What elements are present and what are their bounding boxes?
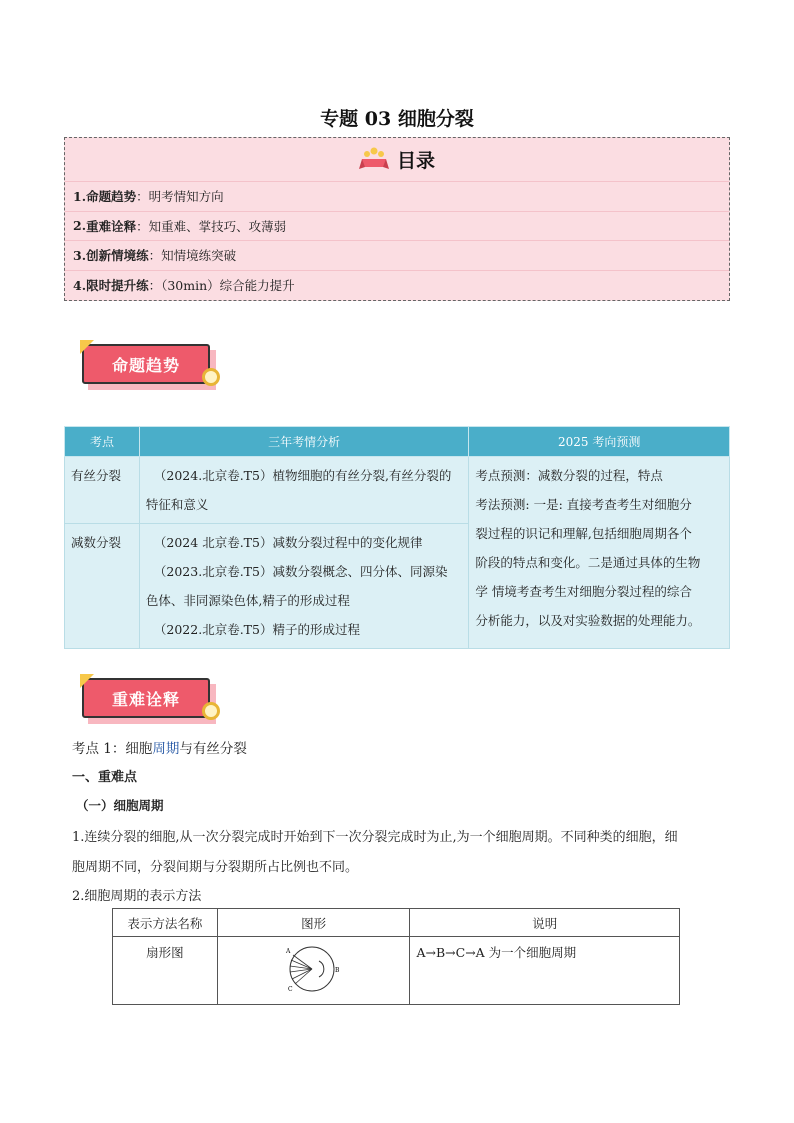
paragraph-line: 2.细胞周期的表示方法 <box>72 889 202 904</box>
analysis-cell <box>139 457 469 524</box>
toc-heading: 目录 <box>396 150 435 172</box>
table-row <box>113 937 680 1005</box>
forecast-line: 阶段的特点和变化。二是通过具体的生物 <box>475 555 701 570</box>
forecast-cell <box>469 457 730 649</box>
pie-cycle-diagram-icon <box>279 941 349 997</box>
toc-desc: ：知情境练突破 <box>148 248 237 264</box>
toc-title: 限时提升练 <box>86 278 149 294</box>
toc-box <box>64 137 730 301</box>
figure-cell <box>217 937 410 1005</box>
toc-num: 4. <box>73 277 87 293</box>
forecast-line: 学 情境考查考生对细胞分裂过程的综合 <box>475 584 692 599</box>
analysis-line: （2022.北京卷.T5）精子的形成过程 <box>153 622 360 637</box>
forecast-line: 裂过程的识记和理解,包括细胞周期各个 <box>475 526 692 541</box>
corner-decoration-icon <box>80 340 94 354</box>
forecast-line: 考点预测：减数分裂的过程，特点 <box>475 468 663 483</box>
toc-item[interactable] <box>65 241 729 271</box>
method-desc: A→B→C→A 为一个细胞周期 <box>410 937 680 1005</box>
toc-num: 3. <box>73 247 87 263</box>
forecast-line: 考法预测: 一是: 直接考查考生对细胞分 <box>475 497 692 512</box>
toc-item[interactable] <box>65 182 729 212</box>
paragraph-line: 胞周期不同，分裂间期与分裂期所占比例也不同。 <box>72 860 359 875</box>
page-title: 专题 03 细胞分裂 <box>320 108 474 130</box>
analysis-line: （2023.北京卷.T5）减数分裂概念、四分体、同源染 <box>153 564 448 579</box>
toc-header <box>65 138 729 182</box>
col-header: 三年考情分析 <box>139 427 469 457</box>
col-header: 2025 考向预测 <box>469 427 730 457</box>
toc-num: 2. <box>73 218 87 234</box>
point-cell: 减数分裂 <box>65 524 140 649</box>
diagram-label-b: B <box>334 967 340 974</box>
analysis-line: 色体、非同源染色体,精子的形成过程 <box>145 593 350 608</box>
badge-label: 命题趋势 <box>82 344 210 384</box>
forecast-line: 分析能力，以及对实验数据的处理能力。 <box>475 613 701 628</box>
method-table <box>112 908 680 1005</box>
paragraph-line: 1.连续分裂的细胞,从一次分裂完成时开始到下一次分裂完成时为止,为一个细胞周期。不同种类的细胞，细 <box>72 830 678 845</box>
diagram-label-c: C <box>287 986 293 993</box>
toc-title: 创新情境练 <box>86 248 149 264</box>
analysis-line: （2024.北京卷.T5）植物细胞的有丝分裂,有丝分裂的 <box>153 468 452 483</box>
analysis-line: （2024 北京卷.T5）减数分裂过程中的变化规律 <box>153 535 423 550</box>
section-badge-key <box>78 674 228 732</box>
col-header: 表示方法名称 <box>113 909 218 937</box>
ring-decoration-icon <box>202 368 220 386</box>
toc-item[interactable] <box>65 271 729 301</box>
corner-decoration-icon <box>80 674 94 688</box>
toc-item[interactable] <box>65 212 729 242</box>
point-heading-suffix: 与有丝分裂 <box>179 741 247 757</box>
col-header: 说明 <box>410 909 680 937</box>
col-header: 考点 <box>65 427 140 457</box>
diagram-label-a: A <box>285 948 290 955</box>
analysis-cell <box>139 524 469 649</box>
crown-icon <box>359 147 389 173</box>
toc-desc: ：知重难、掌技巧、攻薄弱 <box>136 218 287 234</box>
toc-title: 命题趋势 <box>86 189 137 205</box>
toc-desc: ：（30min）综合能力提升 <box>148 278 295 294</box>
col-header: 图形 <box>217 909 410 937</box>
subsection-heading: （一）细胞周期 <box>76 798 164 813</box>
point-heading-prefix: 考点 1：细胞 <box>72 741 153 757</box>
section-badge-trend <box>78 340 228 398</box>
toc-title: 重难诠释 <box>86 218 137 234</box>
ring-decoration-icon <box>202 702 220 720</box>
badge-label: 重难诠释 <box>82 678 210 718</box>
point-heading-blue: 周期 <box>152 741 180 757</box>
analysis-table <box>64 426 730 649</box>
point-heading <box>72 737 247 757</box>
analysis-line: 特征和意义 <box>145 497 209 512</box>
point-cell: 有丝分裂 <box>65 457 140 524</box>
toc-desc: ：明考情知方向 <box>136 189 224 205</box>
method-name: 扇形图 <box>113 937 218 1005</box>
table-row <box>65 457 730 524</box>
section-heading: 一、重难点 <box>72 770 138 785</box>
toc-num: 1. <box>73 188 87 204</box>
